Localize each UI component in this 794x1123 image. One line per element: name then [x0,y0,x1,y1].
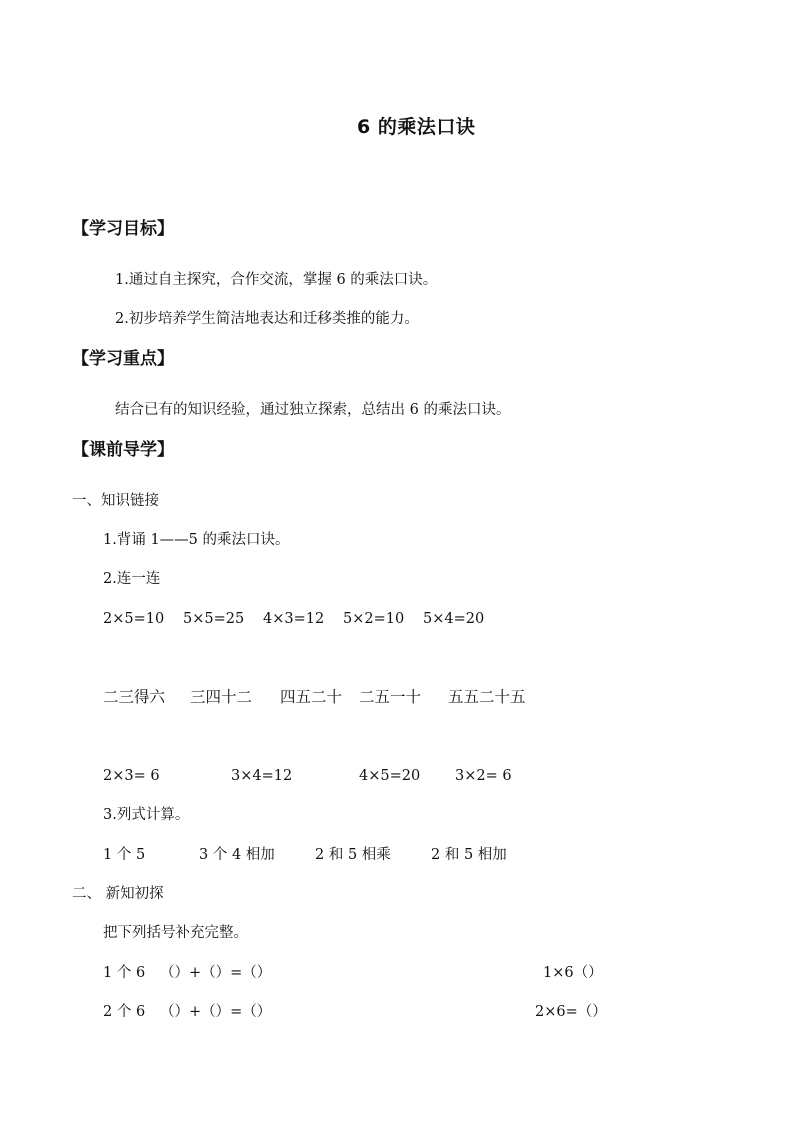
calc-cell: 2 和 5 相乘 [315,847,391,863]
match-bottom-cell: 3×2= 6 [455,768,512,784]
part1-item-3: 3.列式计算。 [103,807,190,823]
match-top-cell: 2×5=10 [103,611,165,627]
fill-row-left: 1 个 6 [103,965,146,981]
match-top-cell: 5×4=20 [423,611,485,627]
part2-title: 二、 新知初探 [72,886,164,902]
objectives-heading: 【学习目标】 [72,219,174,239]
page-title: 6 的乘法口诀 [357,116,476,138]
key-points-text: 结合已有的知识经验，通过独立探索，总结出 6 的乘法口诀。 [115,402,511,418]
fill-row-right: 1×6（） [543,965,603,981]
part2-instruction: 把下列括号补充完整。 [103,925,248,941]
calc-cell: 2 和 5 相加 [431,847,507,863]
part1-item-1: 1.背诵 1——5 的乘法口诀。 [103,532,290,548]
fill-row-left: 2 个 6 [103,1004,146,1020]
fill-row-right: 2×6=（） [535,1004,607,1020]
match-middle-cell: 二三得六 [103,688,166,706]
part1-item-2: 2.连一连 [103,571,161,587]
preview-heading: 【课前导学】 [72,440,174,460]
match-middle-cell: 三四十二 [190,688,253,706]
part1-title: 一、知识链接 [72,493,159,509]
match-top-cell: 5×2=10 [343,611,405,627]
objective-item-1: 1.通过自主探究，合作交流，掌握 6 的乘法口诀。 [115,272,438,288]
match-bottom-cell: 3×4=12 [231,768,293,784]
match-top-cell: 4×3=12 [263,611,325,627]
objective-item-2: 2.初步培养学生简洁地表达和迁移类推的能力。 [115,311,419,327]
key-points-heading: 【学习重点】 [72,349,174,369]
match-bottom-cell: 4×5=20 [359,768,421,784]
match-middle-cell: 四五二十 [280,688,343,706]
match-top-cell: 5×5=25 [183,611,245,627]
match-middle-cell: 五五二十五 [448,688,526,706]
match-bottom-cell: 2×3= 6 [103,768,160,784]
fill-row-middle: （）+（）=（） [160,1004,272,1020]
calc-cell: 1 个 5 [103,847,146,863]
fill-row-middle: （）+（）=（） [160,965,272,981]
calc-cell: 3 个 4 相加 [199,847,275,863]
match-middle-cell: 二五一十 [359,688,422,706]
